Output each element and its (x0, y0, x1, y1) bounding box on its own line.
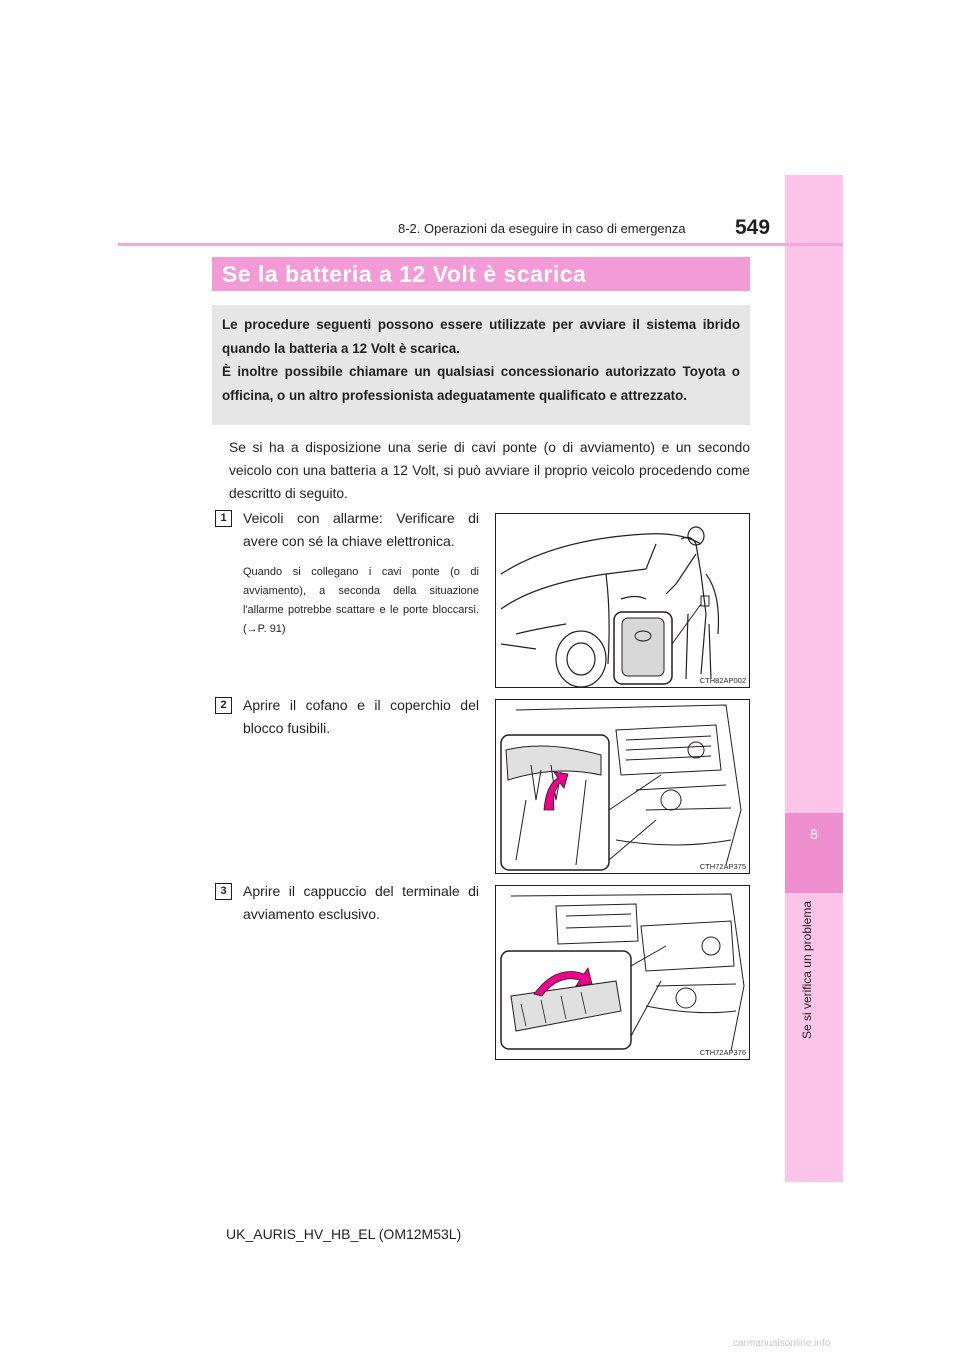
step-number: 2 (215, 697, 232, 714)
section-title: Se la batteria a 12 Volt è scarica (212, 257, 750, 291)
header-rule (118, 243, 843, 246)
figure-code: CTH72AP376 (699, 1048, 746, 1057)
watermark: carmanualsonline.info (733, 1338, 831, 1349)
car-door-illustration (496, 514, 750, 688)
chapter-title: Se si verifica un problema (800, 900, 814, 1040)
running-head: 8-2. Operazioni da eseguire in caso di emergenza (398, 221, 686, 236)
figure-terminal-cap (495, 885, 750, 1060)
figure-code: CTH72AP375 (699, 862, 746, 871)
intro-line: Le procedure seguenti possono essere utilizzate per avviare il sistema ibrido quando la batteria a 12 Volt è scarica. (222, 317, 740, 356)
figure-electronic-key (495, 513, 750, 688)
step-text: Veicoli con allarme: Verificare di avere con sé la chiave elettronica. (243, 510, 479, 549)
intro-line: È inoltre possibile chiamare un qualsiasi concessionario autorizzato Toyota o officina, o un altro professionista adeguatamente qualificato e attrezzato. (222, 364, 740, 403)
figure-code: CTH82AP002 (699, 676, 746, 685)
step-number: 1 (215, 510, 232, 527)
intro-box (212, 305, 750, 425)
figure-fuse-box (495, 699, 750, 874)
step-number: 3 (215, 883, 232, 900)
step-text: Aprire il cappuccio del terminale di avviamento esclusivo. (243, 883, 479, 922)
terminal-cap-illustration (496, 886, 750, 1060)
step-note: Quando si collegano i cavi ponte (o di avviamento), a seconda della situazione l'allarme potrebbe scattare e le porte bloccarsi. (→P. 91) (243, 566, 479, 635)
engine-bay-illustration (496, 700, 750, 874)
step-text: Aprire il cofano e il coperchio del blocco fusibili. (243, 697, 479, 736)
body-paragraph: Se si ha a disposizione una serie di cavi ponte (o di avviamento) e un secondo veicolo con una batteria a 12 Volt, si può avviare il proprio veicolo procedendo come descritto di seguito. (229, 440, 750, 501)
page-number: 549 (735, 216, 771, 239)
footer-code: UK_AURIS_HV_HB_EL (OM12M53L) (226, 1226, 462, 1242)
chapter-number: 8 (810, 826, 818, 842)
